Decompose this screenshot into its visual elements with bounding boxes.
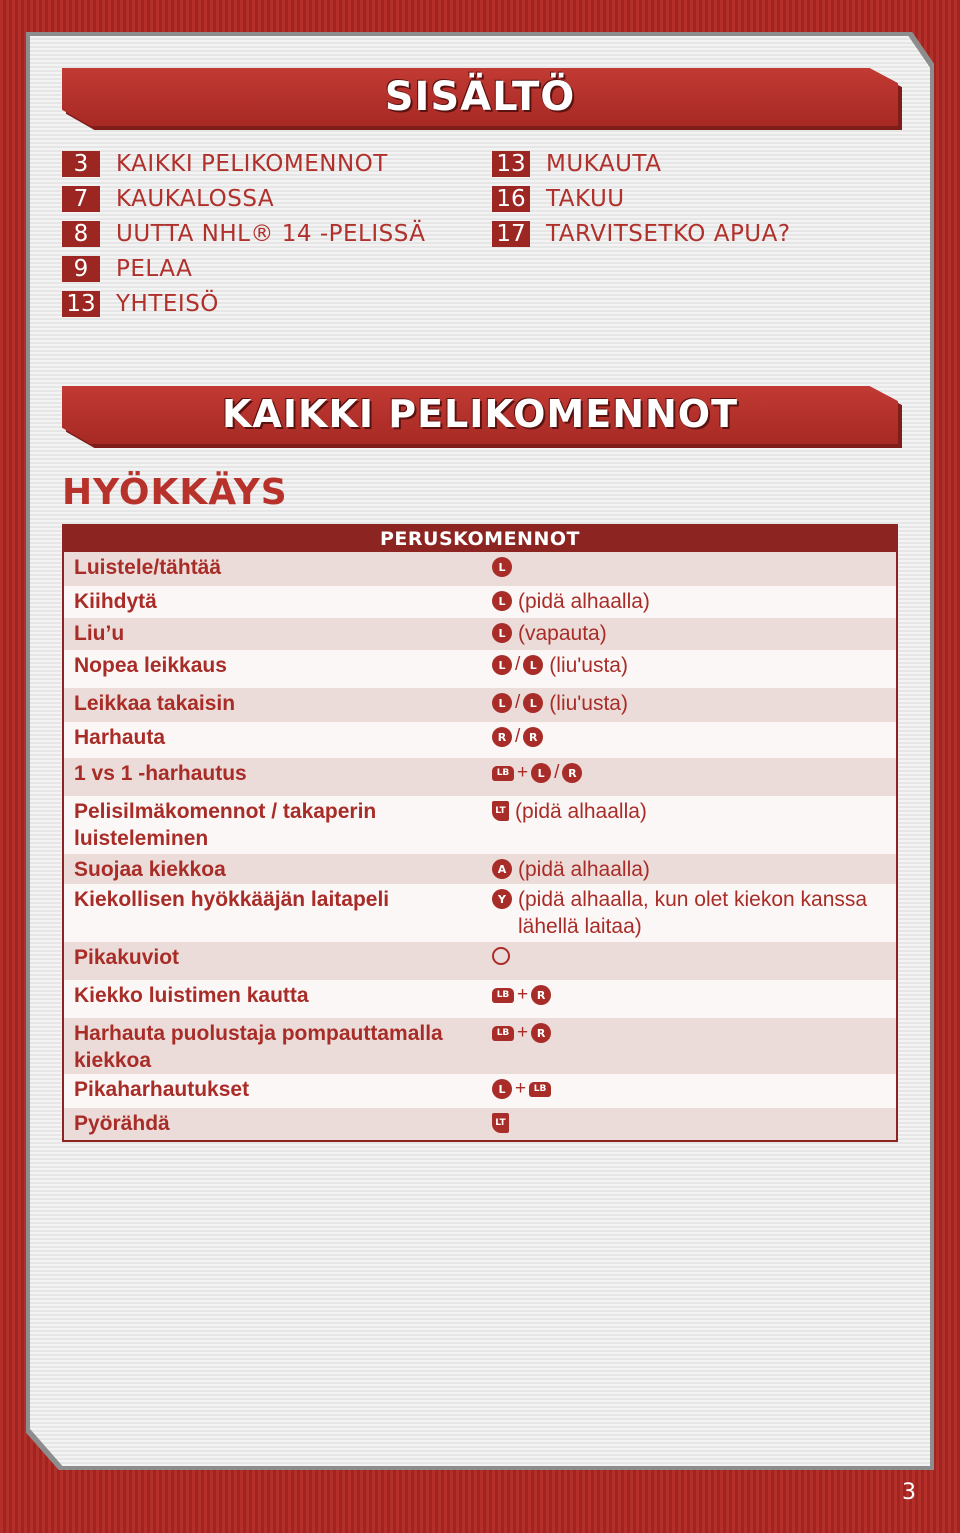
toc-page-number: 17 [492, 221, 530, 247]
toc-entry[interactable] [492, 149, 661, 179]
table-row [64, 688, 896, 722]
table-row [64, 1018, 896, 1074]
button-icons [492, 693, 543, 713]
lb-button-icon: LB [529, 1082, 551, 1097]
button-icons [492, 985, 551, 1005]
table-row [64, 796, 896, 854]
left-stick-icon: L [492, 623, 512, 643]
toc-entry[interactable] [492, 184, 625, 214]
left-stick-icon: L [492, 557, 512, 577]
button-icons [492, 1079, 551, 1099]
table-row [64, 942, 896, 980]
control-cell [492, 886, 882, 940]
table-row [64, 980, 896, 1018]
table-row [64, 1074, 896, 1108]
page-number: 3 [902, 1480, 916, 1505]
control-note: (pidä alhaalla) [518, 858, 650, 881]
action-label: Suojaa kiekkoa [74, 858, 226, 881]
action-label: Nopea leikkaus [74, 654, 227, 677]
toc-entry[interactable] [62, 184, 274, 214]
control-cell [492, 944, 882, 965]
left-stick-icon: L [492, 591, 512, 611]
left-stick-icon: L [531, 763, 551, 783]
action-label: Pikakuviot [74, 946, 180, 969]
action-label: Leikkaa takaisin [74, 692, 236, 715]
right-stick-icon: R [492, 727, 512, 747]
action-label: Liu’u [74, 622, 125, 645]
control-cell [492, 690, 882, 717]
section-title: HYÖKKÄYS [62, 472, 288, 513]
action-label: 1 vs 1 -harhautus [74, 762, 247, 785]
action-label: Kiekko luistimen kautta [74, 984, 309, 1007]
button-icons [492, 1113, 509, 1133]
left-stick-icon: L [523, 655, 543, 675]
control-cell [492, 588, 882, 615]
table-header: PERUSKOMENNOT [64, 526, 896, 552]
left-stick-icon: L [523, 693, 543, 713]
control-cell [492, 724, 882, 747]
separator-slash: / [515, 654, 521, 675]
a-button-icon: A [492, 859, 512, 879]
toc-page-number: 7 [62, 186, 100, 212]
separator-plus: + [517, 762, 529, 783]
control-cell [492, 554, 882, 577]
lb-button-icon: LB [492, 1026, 514, 1041]
left-stick-icon: L [492, 1079, 512, 1099]
right-stick-icon: R [531, 985, 551, 1005]
control-cell [492, 798, 882, 825]
y-button-icon: Y [492, 889, 512, 909]
control-cell [492, 1076, 882, 1099]
control-note: (pidä alhaalla) [518, 590, 650, 613]
separator-plus: + [517, 984, 529, 1005]
control-note: (liu'usta) [549, 692, 628, 715]
button-icons [492, 591, 512, 611]
control-cell [492, 652, 882, 679]
toc-entry[interactable] [62, 149, 388, 179]
toc-page-number: 3 [62, 151, 100, 177]
button-icons [492, 1023, 551, 1043]
control-cell [492, 1110, 882, 1133]
controls-title: KAIKKI PELIKOMENNOT [221, 392, 739, 436]
action-label: Pyörähdä [74, 1112, 170, 1135]
action-label: Luistele/tähtää [74, 556, 222, 579]
lb-button-icon: LB [492, 766, 514, 781]
separator-plus: + [515, 1078, 527, 1099]
toc-title: SISÄLTÖ [384, 74, 576, 120]
toc-entry[interactable] [62, 254, 192, 284]
button-icons [492, 859, 512, 879]
toc-label: KAIKKI PELIKOMENNOT [116, 151, 388, 177]
lb-button-icon: LB [492, 988, 514, 1003]
control-note: (pidä alhaalla) [515, 800, 647, 823]
separator-slash: / [515, 726, 521, 747]
table-row [64, 586, 896, 618]
right-stick-icon: R [531, 1023, 551, 1043]
lt-trigger-icon: LT [492, 801, 509, 821]
table-row [64, 1108, 896, 1140]
action-label: Harhauta puolustaja pompauttamalla kiekkoa [74, 1022, 443, 1072]
action-label: Kiekollisen hyökkääjän laitapeli [74, 888, 390, 911]
right-stick-icon: R [523, 727, 543, 747]
button-icons [492, 655, 543, 675]
control-cell [492, 620, 882, 647]
control-cell [492, 1020, 882, 1043]
toc-page-number: 16 [492, 186, 530, 212]
toc-label: TARVITSETKO APUA? [546, 221, 791, 247]
button-icons [492, 623, 512, 643]
left-stick-icon: L [492, 693, 512, 713]
table-row [64, 854, 896, 884]
toc-label: PELAA [116, 256, 193, 282]
control-note: (pidä alhaalla, kun olet kiekon kanssa lähellä laitaa) [518, 888, 873, 938]
toc-entry[interactable] [62, 289, 219, 319]
action-label: Pikaharhautukset [74, 1078, 250, 1101]
left-stick-icon: L [492, 655, 512, 675]
control-note: (liu'usta) [549, 654, 628, 677]
table-row [64, 722, 896, 758]
control-cell [492, 982, 882, 1005]
table-row [64, 758, 896, 796]
table-row [64, 884, 896, 942]
toc-label: TAKUU [546, 186, 625, 212]
control-note: (vapauta) [518, 622, 607, 645]
button-icons [492, 889, 512, 909]
separator-slash: / [554, 762, 560, 783]
controls-table [62, 524, 898, 1142]
toc-label: KAUKALOSSA [116, 186, 275, 212]
button-icons [492, 727, 543, 747]
separator-slash: / [515, 692, 521, 713]
toc-page-number: 8 [62, 221, 100, 247]
toc-page-number: 13 [492, 151, 530, 177]
action-label: Harhauta [74, 726, 166, 749]
lt-trigger-icon: LT [492, 1113, 509, 1133]
toc-label: UUTTA NHL® 14 -PELISSÄ [116, 221, 426, 247]
separator-plus: + [517, 1022, 529, 1043]
table-row [64, 650, 896, 688]
right-stick-icon: R [562, 763, 582, 783]
toc-entry[interactable] [492, 219, 791, 249]
action-label: Kiihdytä [74, 590, 157, 613]
toc-page-number: 9 [62, 256, 100, 282]
control-cell [492, 760, 882, 783]
button-icons [492, 763, 582, 783]
button-icons [492, 801, 509, 821]
action-label: Pelisilmäkomennot / takaperin luisteleminen [74, 800, 377, 850]
toc-label: YHTEISÖ [116, 291, 219, 317]
dpad-icon [492, 947, 510, 965]
toc-entry[interactable] [62, 219, 425, 249]
control-cell [492, 856, 882, 883]
button-icons [492, 557, 512, 577]
toc-label: MUKAUTA [546, 151, 662, 177]
table-row [64, 618, 896, 650]
toc-page-number: 13 [62, 291, 100, 317]
table-row [64, 552, 896, 586]
button-icons [492, 947, 510, 965]
